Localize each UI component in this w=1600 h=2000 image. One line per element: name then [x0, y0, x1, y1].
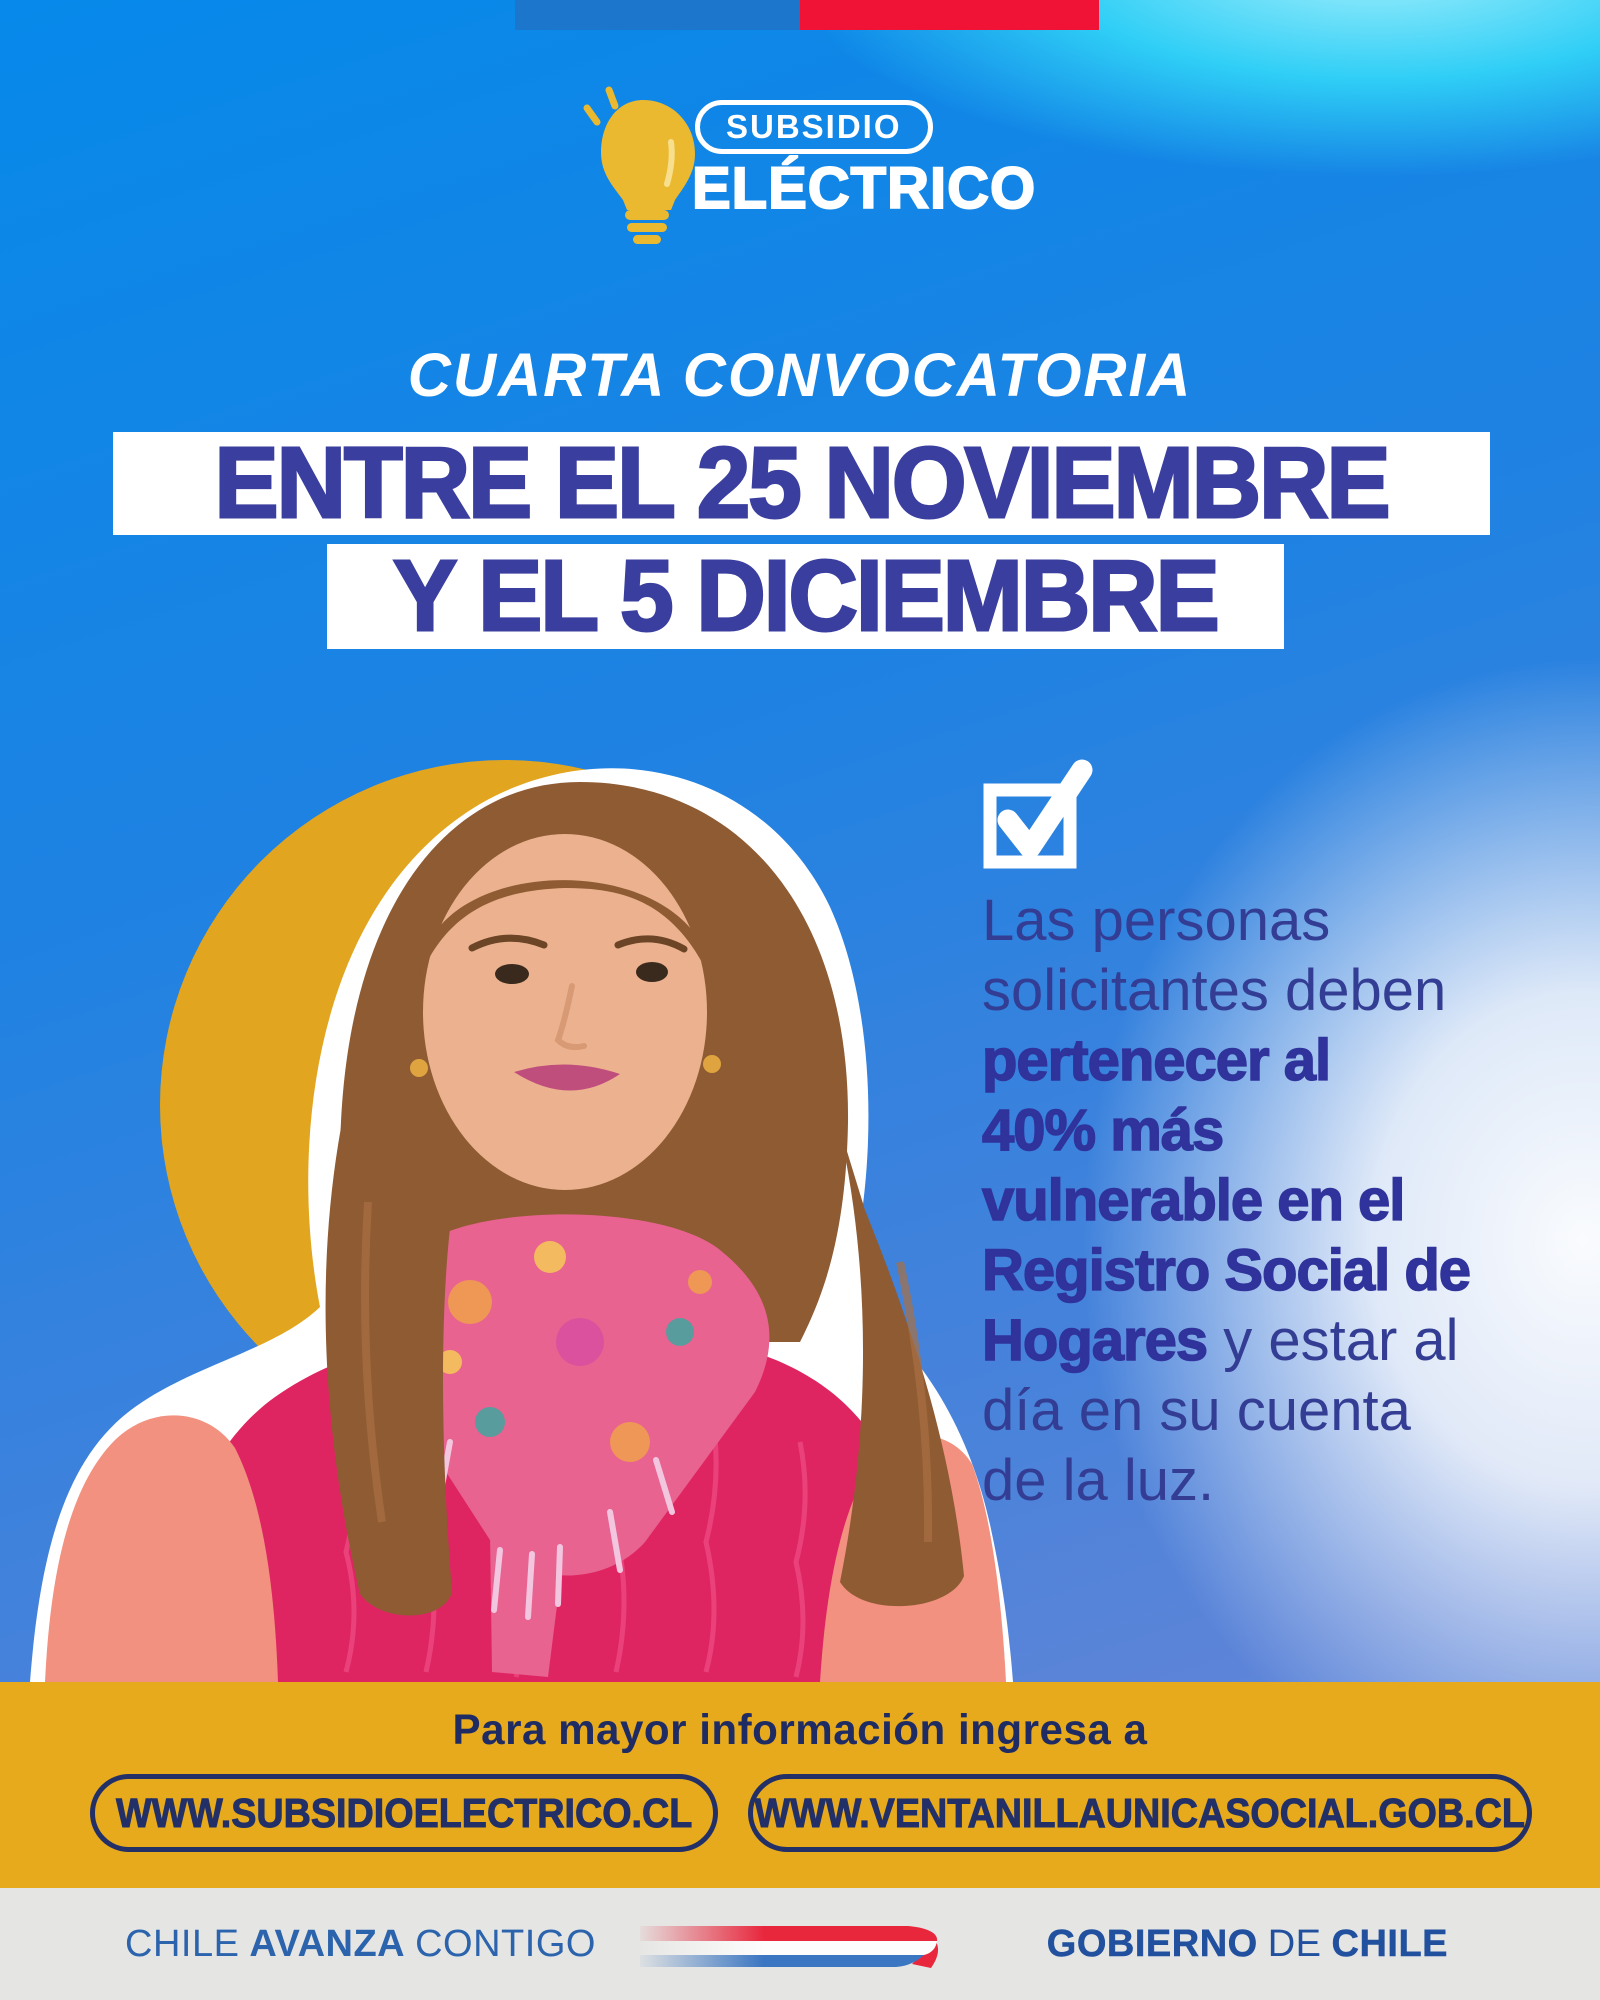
kicker-cuarta-convocatoria: CUARTA CONVOCATORIA [407, 341, 1193, 409]
footer-gobierno-word: GOBIERNO [1046, 1922, 1258, 1965]
link-ventanillaunicasocial-label: WWW.VENTANILLAUNICASOCIAL.GOB.CL [754, 1789, 1526, 1836]
requirements-line: de la luz. [982, 1448, 1215, 1513]
link-subsidioelectrico-label: WWW.SUBSIDIOELECTRICO.CL [115, 1789, 693, 1836]
headline-band-2 [327, 540, 1284, 652]
lightbulb-icon [575, 78, 705, 248]
info-heading: Para mayor información ingresa a [452, 1706, 1148, 1754]
requirements-text [982, 886, 1542, 1516]
footer-chile-word: CHILE [1331, 1922, 1448, 1965]
footer-gobierno [1047, 1888, 1448, 2000]
woman-photo-cutout [20, 742, 1020, 1682]
logo-subsidio-pill [695, 100, 933, 154]
requirements-line: Registro Social de [982, 1238, 1471, 1303]
requirements-line: solicitantes deben [982, 958, 1447, 1023]
footer-avanza: AVANZA [249, 1922, 406, 1965]
headline-band-1 [113, 427, 1490, 539]
flag-stripe-blue [515, 0, 800, 30]
ribbon-fade [634, 1918, 764, 1976]
link-subsidioelectrico[interactable] [90, 1774, 718, 1852]
footer-slogan [125, 1888, 596, 2000]
flag-stripe-red [800, 0, 1099, 30]
footer-de-word: DE [1267, 1922, 1322, 1965]
checkbox-checked-icon [978, 750, 1108, 880]
link-ventanillaunicasocial[interactable] [748, 1774, 1532, 1852]
requirements-line: vulnerable en el [982, 1168, 1405, 1233]
footer-chile: CHILE [125, 1922, 240, 1965]
requirements-line: pertenecer al [982, 1028, 1331, 1093]
requirements-line: Hogares y estar al [982, 1308, 1459, 1373]
requirements-line: 40% más [982, 1098, 1224, 1163]
requirements-line: día en su cuenta [982, 1378, 1411, 1443]
logo-line2: ELÉCTRICO [692, 156, 1037, 221]
footer-contigo: CONTIGO [415, 1922, 596, 1965]
headline-line1: ENTRE EL 25 NOVIEMBRE [214, 427, 1389, 539]
headline-line2: Y EL 5 DICIEMBRE [393, 540, 1218, 652]
requirements-line: Las personas [982, 888, 1331, 953]
logo-line1: SUBSIDIO [726, 108, 902, 145]
